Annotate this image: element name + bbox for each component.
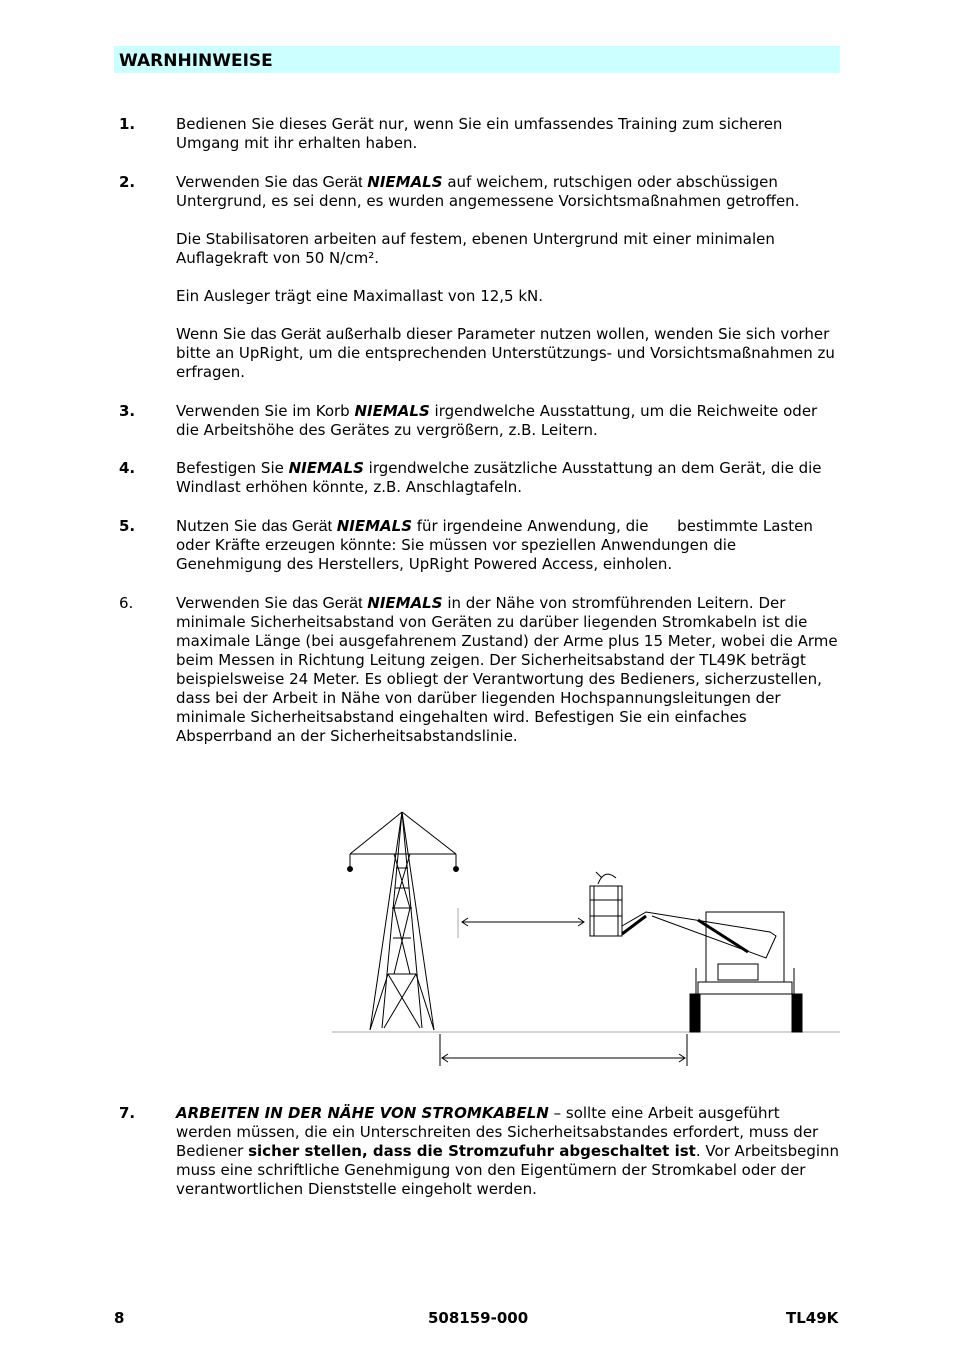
power-pylon-icon xyxy=(350,812,456,1030)
item-text: ARBEITEN IN DER NÄHE VON STROMKABELN – sollte eine Arbeit ausgeführt werden müssen, die ein Unterschreiten des Sicherheitsabstandes erfordert, muss der Bediener sicher stellen, dass die Stromzufuhr abgeschaltet ist. Vor Arbeitsbeginn muss eine schriftliche Genehmigung von den Eigentümern der Stromkabel oder der verantwortlichen Dienststelle eingeholt werden. xyxy=(176,1104,840,1198)
item-text: Befestigen Sie NIEMALS irgendwelche zusätzliche Ausstattung an dem Gerät, die die Windlast erhöhen könnte, z.B. Anschlagtafeln. xyxy=(176,459,822,496)
item-text: Ein Ausleger trägt eine Maximallast von 12,5 kN. xyxy=(176,287,544,305)
section-header-bar xyxy=(114,46,840,73)
item-text: Wenn Sie das Gerät außerhalb dieser Parameter nutzen wollen, wenden Sie sich vorher bitte an UpRight, um die entsprechenden Unterstützungs- und Vorsichtsmaßnahmen zu erfragen. xyxy=(176,325,835,381)
item-number: 6. xyxy=(119,594,134,612)
item-number: 5. xyxy=(119,517,136,535)
item-number: 7. xyxy=(119,1104,136,1122)
item-text: Bedienen Sie dieses Gerät nur, wenn Sie ein umfassendes Training zum sicheren Umgang mit ihr erhalten haben. xyxy=(176,115,783,152)
section-title: WARNHINWEISE xyxy=(119,51,273,71)
page-number: 8 xyxy=(114,1309,125,1327)
item-text: Verwenden Sie das Gerät NIEMALS auf weichem, rutschigen oder abschüssigen Untergrund, es sei denn, es wurden angemessene Vorsichtsmaßnahmen getroffen. xyxy=(176,173,800,210)
item-number: 1. xyxy=(119,115,136,133)
safety-distance-diagram xyxy=(330,808,842,1072)
model-name: TL49K xyxy=(786,1309,839,1327)
item-number: 3. xyxy=(119,402,136,420)
document-number: 508159-000 xyxy=(428,1309,529,1327)
item-number: 2. xyxy=(119,173,136,191)
aerial-platform-icon xyxy=(590,872,802,1032)
item-text: Verwenden Sie im Korb NIEMALS irgendwelche Ausstattung, um die Reichweite oder die Arbeitshöhe des Gerätes zu vergrößern, z.B. Leitern. xyxy=(176,402,818,439)
item-text: Verwenden Sie das Gerät NIEMALS in der Nähe von stromführenden Leitern. Der minimale Sicherheitsabstand von Geräten zu darüber liegenden Stromkabeln ist die maximale Länge (bei ausgefahrenem Zustand) der Arme plus 15 Meter, wobei die Arme beim Messen in Richtung Leitung zeigen. Der Sicherheitsabstand der TL49K beträgt beispielsweise 24 Meter. Es obliegt der Verantwortung des Bedieners, sicherzustellen, dass bei der Arbeit in Nähe von darüber liegenden Hochspannungsleitungen der minimale Sicherheitsabstand eingehalten wird. Befestigen Sie ein einfaches Absperrband an der Sicherheitsabstandslinie. xyxy=(176,594,838,745)
item-text: Nutzen Sie das Gerät NIEMALS für irgendeine Anwendung, die bestimmte Lasten oder Kräfte erzeugen könnte: Sie müssen vor speziellen Anwendungen die Genehmigung des Herstellers, UpRight Powered Access, einholen. xyxy=(176,517,818,573)
item-number: 4. xyxy=(119,459,136,477)
item-text: Die Stabilisatoren arbeiten auf festem, ebenen Untergrund mit einer minimalen Auflagekraft von 50 N/cm². xyxy=(176,230,775,267)
